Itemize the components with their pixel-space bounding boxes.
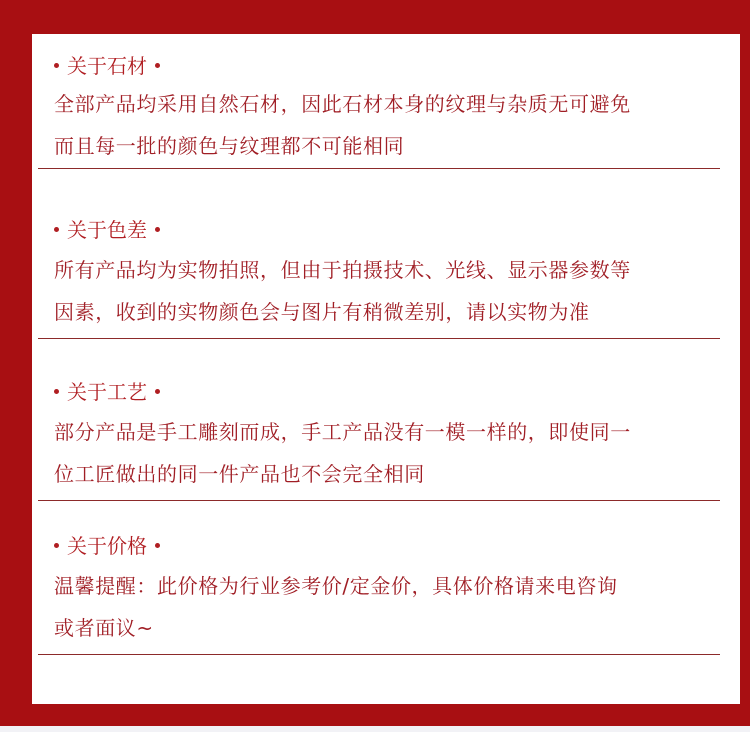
bullet-dot-icon <box>54 63 59 68</box>
section-divider <box>38 500 720 501</box>
section-title-text: 关于色差 <box>67 218 147 242</box>
bullet-dot-icon <box>54 543 59 548</box>
section-title-text: 关于石材 <box>67 54 147 78</box>
section-body-line: 所有产品均为实物拍照，但由于拍摄技术、光线、显示器参数等 <box>54 258 631 282</box>
bullet-dot-icon <box>54 227 59 232</box>
notice-panel <box>32 34 740 704</box>
section-title <box>46 534 168 558</box>
bullet-dot-icon <box>155 543 160 548</box>
section-body-line: 全部产品均采用自然石材，因此石材本身的纹理与杂质无可避免 <box>54 92 631 116</box>
section-divider <box>38 338 720 339</box>
section-body-line: 部分产品是手工雕刻而成，手工产品没有一模一样的，即使同一 <box>54 420 631 444</box>
section-body-line: 或者面议~ <box>54 616 154 640</box>
bullet-dot-icon <box>155 389 160 394</box>
section-body-line: 温馨提醒：此价格为行业参考价/定金价，具体价格请来电咨询 <box>54 574 618 598</box>
section-title-text: 关于工艺 <box>67 380 147 404</box>
section-title <box>46 54 168 78</box>
section-body-line: 因素，收到的实物颜色会与图片有稍微差别，请以实物为准 <box>54 300 590 324</box>
section-divider <box>38 654 720 655</box>
bullet-dot-icon <box>54 389 59 394</box>
section-title <box>46 380 168 404</box>
bullet-dot-icon <box>155 227 160 232</box>
bottom-strip <box>0 726 750 732</box>
section-divider <box>38 168 720 169</box>
section-body-line: 位工匠做出的同一件产品也不会完全相同 <box>54 462 425 486</box>
bullet-dot-icon <box>155 63 160 68</box>
section-title-text: 关于价格 <box>67 534 147 558</box>
section-body-line: 而且每一批的颜色与纹理都不可能相同 <box>54 134 405 158</box>
section-title <box>46 218 168 242</box>
